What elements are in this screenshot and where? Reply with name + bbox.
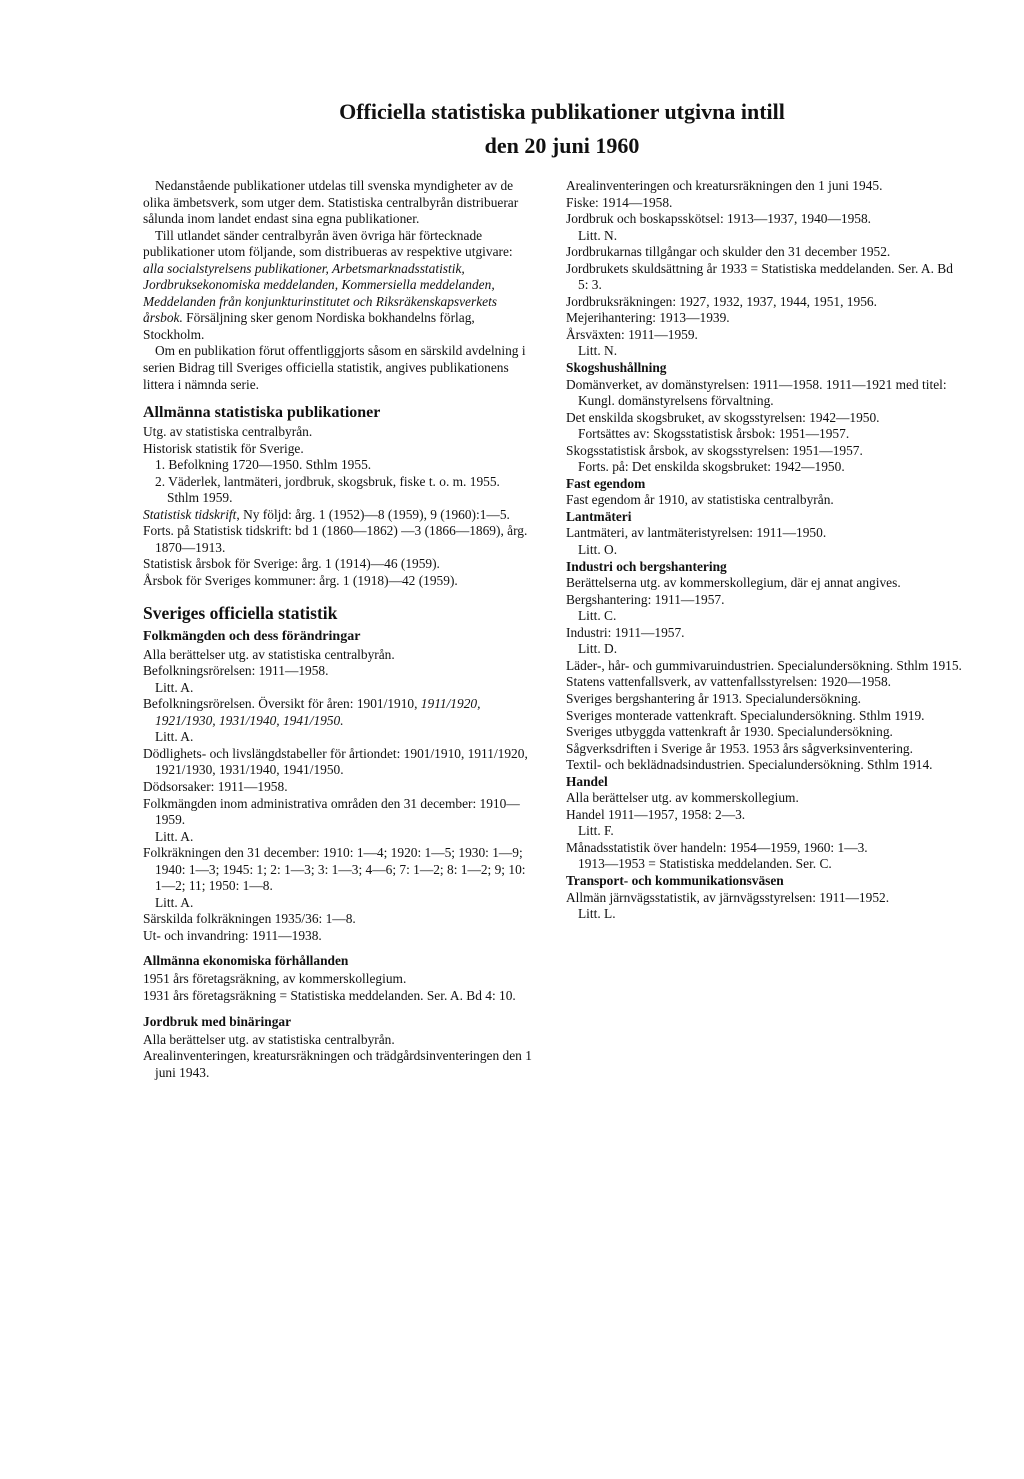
entry: Utg. av statistiska centralbyrån.: [143, 424, 313, 440]
entry: Folkräkningen den 31 december: 1910: 1—4; 1920: 1—5; 1930: 1—9; 1940: 1—3; 1945: 1; 2: 1—3; 3: 1—3; 4—6; 7: 1—2; 8: 1—2; 9; 10: 1—2; 11; 1950: 1—8.: [143, 845, 526, 894]
entry-litt: Litt. A.: [155, 894, 194, 910]
entry-litt: Litt. A.: [155, 828, 194, 844]
intro-p2-italic: alla socialstyrelsens publikationer, Arbetsmarknadsstatistik, Jordbruksekonomiska meddelanden, Kommersiella meddelanden, Meddelanden från konjunkturinstitutet och Riksräkenskapsverkets årsbok.: [143, 260, 498, 326]
subsection-heading-skog: Skogshushållning: [566, 360, 667, 376]
entry: Fast egendom år 1910, av statistiska centralbyrån.: [566, 492, 834, 508]
entry-litt: Litt. N.: [578, 343, 618, 359]
entry: Jordbruksräkningen: 1927, 1932, 1937, 1944, 1951, 1956.: [566, 293, 877, 309]
entry: Ut- och invandring: 1911—1938.: [143, 927, 322, 943]
entry: [143, 696, 535, 729]
entry: 1913—1953 = Statistiska meddelanden. Ser. C.: [578, 856, 832, 872]
entry-litt: Litt. A.: [155, 679, 194, 695]
entry-text: , av järnvägsstyrelsen: 1911—1952.: [696, 889, 890, 905]
entry: Arealinventeringen och kreatursräkningen den 1 juni 1945.: [566, 178, 883, 193]
section-heading-allmanna: Allmänna statistiska publikationer: [143, 404, 381, 422]
entry-litt: Litt. C.: [578, 608, 617, 624]
subsection-heading-industri: Industri och bergshantering: [566, 558, 727, 574]
entry: Sveriges utbyggda vattenkraft år 1930. Specialundersökning.: [566, 724, 893, 740]
entry-italic: Statistisk tidskrift: [143, 506, 237, 522]
entry: Dödsorsaker: 1911—1958.: [143, 778, 288, 794]
page-subtitle: den 20 juni 1960: [484, 133, 640, 158]
subsection-heading-ekon: Allmänna ekonomiska förhållanden: [143, 953, 349, 969]
entry: 1. Befolkning 1720—1950. Sthlm 1955.: [155, 457, 372, 473]
entry: Statens vattenfallsverk, av vattenfallsstyrelsen: 1920—1958.: [566, 674, 892, 690]
entry: Fiske: 1914—1958.: [566, 194, 673, 210]
page-title: Officiella statistiska publikationer utgivna intill: [339, 99, 785, 124]
entry-italic: 1911/1920, 1921/1930, 1931/1940, 1941/1950.: [155, 696, 481, 728]
entry: Jordbruk och boskapsskötsel: 1913—1937, 1940—1958.: [566, 211, 871, 227]
entry: [143, 507, 535, 524]
entry: Forts. på Statistisk tidskrift: bd 1 (1860—1862) —3 (1866—1869), årg. 1870—1913.: [143, 523, 528, 555]
entry-text: Allmän järnvägsstatistik: [566, 889, 697, 905]
entry-litt: Litt. D.: [578, 641, 618, 657]
right-column: [566, 178, 962, 923]
subsection-heading-transport: Transport- och kommunikationsväsen: [566, 872, 784, 888]
entry: Domänverket, av domänstyrelsen: 1911—1958. 1911—1921 med titel: Kungl. domänstyrelsens förvaltning.: [566, 376, 947, 409]
entry: Årsväxten: 1911—1959.: [566, 326, 698, 342]
intro-p2-text: Till utlandet sänder centralbyrån även övriga här förtecknade publikationer utom följande, som distribueras av respektive utgivare:: [143, 227, 513, 260]
entry: Läder-, hår- och gummivaruindustrien. Specialundersökning. Sthlm 1915.: [566, 657, 962, 673]
entry: Särskilda folkräkningen 1935/36: 1—8.: [143, 911, 356, 927]
entry: Forts. på: Det enskilda skogsbruket: 1942—1950.: [578, 459, 845, 475]
entry: Skogsstatistisk årsbok, av skogsstyrelsen: 1951—1957.: [566, 442, 863, 458]
intro-p2-end: Försäljning sker genom Nordiska bokhandelns förlag, Stockholm.: [143, 310, 475, 342]
entry: Alla berättelser utg. av statistiska centralbyrån.: [143, 646, 395, 662]
entry: Statistisk årsbok för Sverige: årg. 1 (1914)—46 (1959).: [143, 556, 440, 572]
entry: Textil- och beklädnadsindustrien. Specialundersökning. Sthlm 1914.: [566, 757, 933, 773]
entry: Det enskilda skogsbruket, av skogsstyrelsen: 1942—1950.: [566, 409, 880, 425]
entry-text: , Ny följd: årg. 1 (1952)—8 (1959), 9 (1960):1—5.: [236, 506, 510, 522]
entry: Lantmäteri, av lantmäteristyrelsen: 1911—1950.: [566, 525, 827, 541]
entry-text: Befolkningsrörelsen. Översikt för åren: 1901/1910,: [143, 696, 421, 712]
entry: 2. Väderlek, lantmäteri, jordbruk, skogsbruk, fiske t. o. m. 1955. Sthlm 1959.: [155, 473, 500, 506]
entry-litt: Litt. L.: [578, 906, 616, 922]
subsection-heading-lant: Lantmäteri: [566, 508, 632, 524]
intro-paragraph-1: Nedanstående publikationer utdelas till svenska myndigheter av de olika ämbetsverk, som utger dem. Statistiska centralbyrån distribuerar sålunda inom landet endast sina egna publikationer.: [143, 178, 519, 227]
entry: Berättelserna utg. av kommerskollegium, där ej annat angives.: [566, 575, 901, 591]
entry: Bergshantering: 1911—1957.: [566, 591, 725, 607]
entry-litt: Litt. A.: [155, 729, 194, 745]
entry: Sveriges bergshantering år 1913. Specialundersökning.: [566, 690, 862, 706]
subsection-heading-fast: Fast egendom: [566, 475, 646, 491]
entry: Månadsstatistik över handeln: 1954—1959, 1960: 1—3.: [566, 839, 868, 855]
entry: Sågverksdriften i Sverige år 1953. 1953 års sågverksinventering.: [566, 740, 913, 756]
entry: Mejerihantering: 1913—1939.: [566, 310, 730, 326]
entry: Alla berättelser utg. av statistiska centralbyrån.: [143, 1031, 395, 1047]
entry: Industri: 1911—1957.: [566, 624, 685, 640]
subsection-heading-folk: Folkmängden och dess förändringar: [143, 628, 361, 644]
intro-paragraph-2: [143, 228, 535, 344]
entry: Befolkningsrörelsen: 1911—1958.: [143, 663, 329, 679]
entry: Folkmängden inom administrativa områden den 31 december: 1910—1959.: [143, 795, 520, 828]
entry: Årsbok för Sveriges kommuner: årg. 1 (1918)—42 (1959).: [143, 573, 458, 589]
subsection-heading-handel: Handel: [566, 773, 608, 789]
entry: Arealinventeringen, kreatursräkningen och trädgårdsinventeringen den 1 juni 1943.: [143, 1048, 532, 1080]
intro-paragraph-3: Om en publikation förut offentliggjorts såsom en särskild avdelning i serien Bidrag till Sveriges officiella statistik, angives publikationens littera i nämnda serie.: [143, 343, 526, 392]
entry: Jordbrukarnas tillgångar och skulder den 31 december 1952.: [566, 244, 891, 260]
entry-litt: Litt. N.: [578, 227, 618, 243]
entry: Historisk statistik för Sverige.: [143, 440, 304, 456]
entry: Fortsättes av: Skogsstatistisk årsbok: 1951—1957.: [578, 426, 850, 442]
entry: Jordbrukets skuldsättning år 1933 = Statistiska meddelanden. Ser. A. Bd 5: 3.: [566, 260, 953, 293]
entry: Sveriges monterade vattenkraft. Specialundersökning. Sthlm 1919.: [566, 707, 925, 723]
entry-litt: Litt. O.: [578, 542, 618, 558]
entry: 1931 års företagsräkning = Statistiska meddelanden. Ser. A. Bd 4: 10.: [143, 987, 516, 1003]
entry-litt: Litt. F.: [578, 823, 614, 839]
entry: 1951 års företagsräkning, av kommerskollegium.: [143, 971, 407, 987]
entry: [566, 890, 962, 907]
entry: Dödlighets- och livslängdstabeller för årtiondet: 1901/1910, 1911/1920, 1921/1930, 1931/1940, 1941/1950.: [143, 745, 528, 778]
section-heading-sos: Sveriges officiella statistik: [143, 602, 338, 623]
entry: Handel 1911—1957, 1958: 2—3.: [566, 806, 746, 822]
entry: Alla berättelser utg. av kommerskollegium.: [566, 790, 799, 806]
subsection-heading-jordbruk: Jordbruk med binäringar: [143, 1013, 292, 1029]
left-column: [143, 178, 535, 1081]
